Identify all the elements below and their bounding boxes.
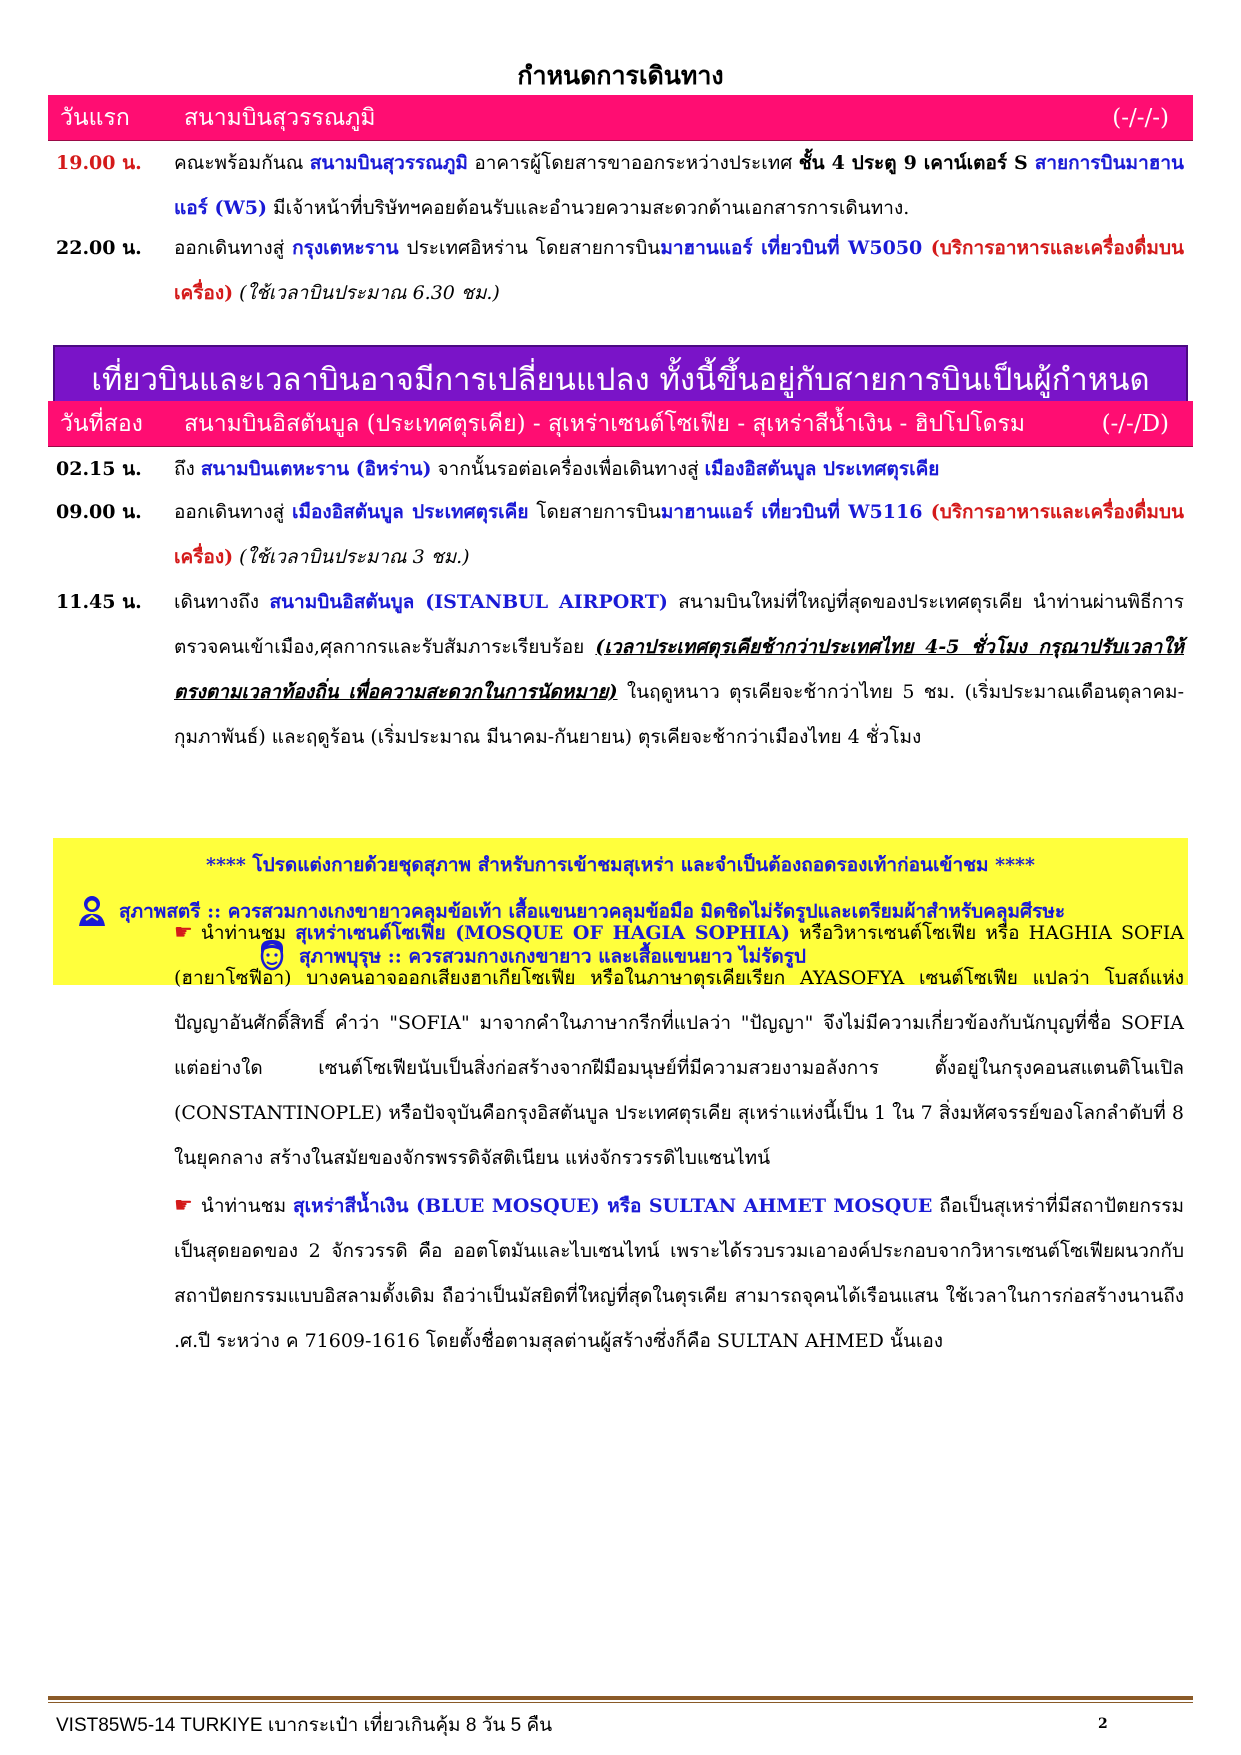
page-title: กำหนดการเดินทาง xyxy=(517,61,724,90)
day2-row-3 xyxy=(56,580,1184,760)
women-dress-text: สุภาพสตรี :: ควรสวมกางเกงขายาวคลุมข้อเท้า เสื้อแขนยาวคลุมข้อมือ มิดชิดไม่รัดรูปและเตรียมผ้าสำหรับคลุมศีรษะ xyxy=(119,900,1066,923)
destination: เมืองอิสตันบูล ประเทศตุรเคีย xyxy=(292,501,529,523)
woman-icon xyxy=(75,893,109,932)
flight-info: มาฮานแอร์ เที่ยวบินที่ W5050 xyxy=(660,237,923,259)
attraction-name: สุเหร่าเซนต์โซเฟีย (MOSQUE OF HAGIA SOPHIA) xyxy=(295,922,790,944)
text: มีเจ้าหน้าที่บริษัทฯคอยต้อนรับและอำนวยความสะดวกด้านเอกสารการเดินทาง. xyxy=(267,197,910,219)
footer-program-name: VIST85W5-14 TURKIYE เบากระเป๋า เที่ยวเกินคุ้ม 8 วัน 5 คืน xyxy=(56,1715,553,1736)
day2-header xyxy=(48,401,1193,447)
flight-info: มาฮานแอร์ เที่ยวบินที่ W5116 xyxy=(660,501,923,523)
day1-title: สนามบินสุวรรณภูมิ xyxy=(184,104,376,131)
airport-name: สนามบินเตหะราน (อิหร่าน) xyxy=(200,458,432,480)
time-label: 11.45 น. xyxy=(56,591,142,613)
time-label: 09.00 น. xyxy=(56,501,142,523)
meal-service: (บริการอาหารและเครื่องดื่มบนเครื่อง) xyxy=(174,501,1184,568)
dress-code-heading: **** โปรดแต่งกายด้วยชุดสุภาพ สำหรับการเข้าชมสุเหร่า และจำเป็นต้องถอดรองเท้าก่อนเข้าชม **** xyxy=(206,854,1035,876)
time-difference-note: (เวลาประเทศตุรเคียช้ากว่าประเทศไทย 4-5 ชั่วโมง กรุณาปรับเวลาให้ตรงตามเวลาท้องถิ่น เพื่อความสะดวกในการนัดหมาย) xyxy=(174,636,1184,703)
text: ถือเป็นสุเหร่าที่มีสถาปัตยกรรมเป็นสุดยอดของ 2 จักรวรรดิ คือ ออตโตมันและไบเซนไทน์ เพราะได้รวบรวมเอาองค์ประกอบจากวิหารเซนต์โซเฟียผนวกกับสถาปัตยกรรมแบบอิสลามดั้งเดิม ถือว่าเป็นมัสยิดที่ใหญ่ที่สุดในตุรเคีย สามารถจุคนได้เรือนแสน ใช้เวลาในการก่อสร้างนานถึง .ศ.ปี ระหว่าง ค 71609-1616 โดยตั้งชื่อตามสุลต่านผู้สร้างซึ่งก็คือ SULTAN AHMED นั้นเอง xyxy=(174,1195,1184,1352)
day2-label: วันที่สอง xyxy=(60,410,143,437)
day1-header xyxy=(48,95,1193,141)
footer-rule-thin xyxy=(48,1702,1193,1703)
day1-row-2 xyxy=(56,226,1184,316)
pointing-hand-icon: ☛ xyxy=(174,1193,193,1217)
footer-rule xyxy=(48,1696,1193,1700)
hagia-sophia-paragraph xyxy=(174,910,1184,1181)
text: หรือวิหารเซนต์โซเฟีย หรือ HAGHIA SOFIA (ฮายาโซฟีอา) บางคนอาจออกเสียงฮาเกียโซเฟีย หรือในภาษาตุรเคียเรียก AYASOFYA เซนต์โซเฟีย แปลว่า โบสถ์แห่งปัญญาอันศักดิ์สิทธิ์ คำว่า "SOFIA" มาจากคำในภาษากรีกที่แปลว่า "ปัญญา" จึงไม่มีความเกี่ยวข้องกับนักบุญที่ชื่อ SOFIA แต่อย่างใด เซนต์โซเฟียนับเป็นสิ่งก่อสร้างจากฝีมือมนุษย์ที่มีความสวยงามอลังการ ตั้งอยู่ในกรุงคอนสแตนติโนเปิล (CONSTANTINOPLE) หรือปัจจุบันคือกรุงอิสตันบูล ประเทศตุรเคีย สุเหร่าแห่งนี้เป็น 1 ใน 7 สิ่งมหัศจรรย์ของโลกลำดับที่ 8 ในยุคกลาง สร้างในสมัยของจักรพรรดิจัสติเนียน แห่งจักรวรรดิไบแซนไทน์ xyxy=(174,922,1184,1169)
flight-duration: (ใช้เวลาบินประมาณ 6.30 ชม.) xyxy=(233,282,500,304)
day2-title: สนามบินอิสตันบูล (ประเทศตุรเคีย) - สุเหร่าเซนต์โซเฟีย - สุเหร่าสีน้ำเงิน - ฮิปโปโดรม xyxy=(184,410,1026,437)
text: นำท่านชม xyxy=(200,1195,293,1217)
blue-mosque-paragraph xyxy=(174,1183,1184,1364)
text: สนามบินใหม่ที่ใหญ่ที่สุดของประเทศตุรเคีย นำท่านผ่านพิธีการตรวจคนเข้าเมือง,ศุลกากรและรับสัมภาระเรียบร้อย xyxy=(174,591,1184,658)
text: คณะพร้อมกันณ xyxy=(174,152,310,174)
text: ในฤดูหนาว ตุรเคียจะช้ากว่าไทย 5 ชม. (เริ่มประมาณเดือนตุลาคม-กุมภาพันธ์) และฤดูร้อน (เริ่มประมาณ มีนาคม-กันยายน) ตุรเคียจะช้ากว่าเมืองไทย 4 ชั่วโมง xyxy=(174,681,1184,748)
text: ถึง xyxy=(174,458,201,480)
day1-label: วันแรก xyxy=(60,104,130,131)
airport-name: สนามบินสุวรรณภูมิ xyxy=(309,152,468,174)
text: ประเทศอิหร่าน โดยสายการบิน xyxy=(398,237,661,259)
attraction-name: สุเหร่าสีน้ำเงิน (BLUE MOSQUE) หรือ SULTAN AHMET MOSQUE xyxy=(292,1195,933,1217)
schedule-text xyxy=(174,226,1184,316)
time-label: 22.00 น. xyxy=(56,237,142,259)
destination: เมืองอิสตันบูล ประเทศตุรเคีย xyxy=(704,458,940,480)
meal-service: (บริการอาหารและเครื่องดื่มบนเครื่อง) xyxy=(174,237,1184,304)
page-number: 2 xyxy=(1098,1716,1108,1732)
flight-change-notice: เที่ยวบินและเวลาบินอาจมีการเปลี่ยนแปลง ทั้งนี้ขึ้นอยู่กับสายการบินเป็นผู้กำหนด xyxy=(53,345,1188,413)
day1-meals: (-/-/-) xyxy=(1112,104,1169,131)
flight-duration: (ใช้เวลาบินประมาณ 3 ชม.) xyxy=(233,546,470,568)
airline-name: สายการบินมาฮานแอร์ (W5) xyxy=(174,152,1185,219)
men-dress-text: สุภาพบุรุษ :: ควรสวมกางเกงขายาว และเสื้อแขนยาว ไม่รัดรูป xyxy=(299,945,806,968)
schedule-text xyxy=(174,490,1184,580)
time-label: 19.00 น. xyxy=(56,152,142,174)
day2-meals: (-/-/D) xyxy=(1101,410,1169,437)
text: นำท่านชม xyxy=(200,922,296,944)
airport-name: สนามบินอิสตันบูล (ISTANBUL AIRPORT) xyxy=(269,591,668,613)
day2-row-1 xyxy=(56,447,1184,492)
schedule-text xyxy=(174,447,1184,492)
text: จากนั้นรอต่อเครื่องเพื่อเดินทางสู่ xyxy=(431,458,705,480)
pointing-hand-icon: ☛ xyxy=(174,920,193,944)
day1-row-1 xyxy=(56,141,1184,231)
time-label: 02.15 น. xyxy=(56,458,142,480)
text: ออกเดินทางสู่ xyxy=(174,501,292,523)
schedule-text xyxy=(174,580,1184,760)
text: ออกเดินทางสู่ xyxy=(174,237,293,259)
text: โดยสายการบิน xyxy=(528,501,661,523)
day2-row-2 xyxy=(56,490,1184,580)
gate-info: ชั้น 4 ประตู 9 เคาน์เตอร์ S xyxy=(798,152,1028,174)
destination: กรุงเตหะราน xyxy=(292,237,399,259)
text: อาคารผู้โดยสารขาออกระหว่างประเทศ xyxy=(467,152,799,174)
schedule-text xyxy=(174,141,1184,231)
text: เดินทางถึง xyxy=(174,591,270,613)
